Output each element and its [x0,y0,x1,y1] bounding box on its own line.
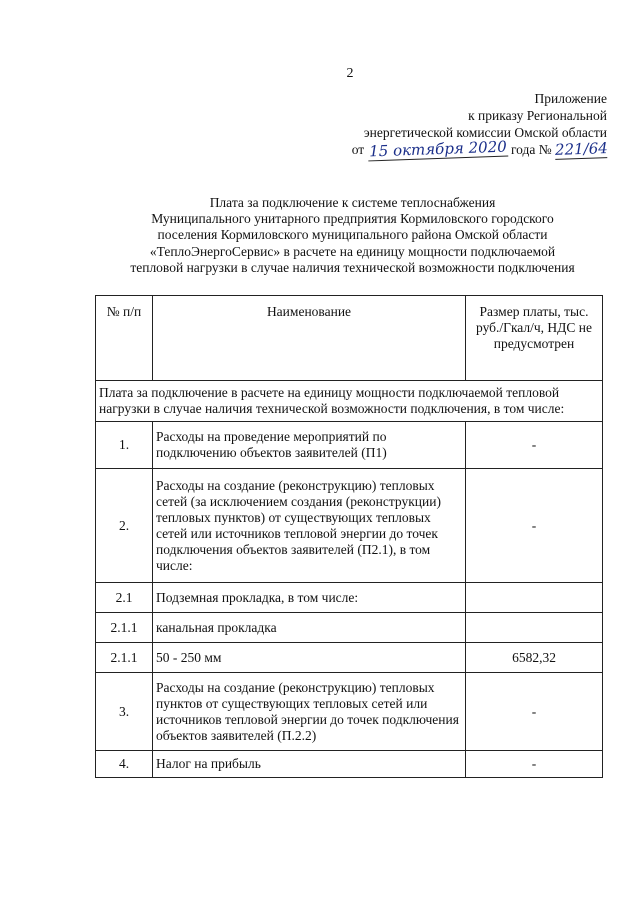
row-name: Расходы на создание (реконструкцию) тепловых сетей (за исключением создания (реконструкции) тепловых пунктов) от существующих тепловых сетей или источников тепловой энергии до точек подключения объектов заявителей (П2.1), в том числе: [153,469,466,583]
row-name: Расходы на проведение мероприятий по подключению объектов заявителей (П1) [153,422,466,469]
row-name: 50 - 250 мм [153,643,466,673]
title-line: Плата за подключение к системе теплоснабжения [209,195,496,210]
row-name: Подземная прокладка, в том числе: [153,583,466,613]
header-num: № п/п [96,296,153,381]
row-fee [466,583,603,613]
handwritten-date: 15 октября 2020 [368,137,507,161]
header-fee: Размер платы, тыс. руб./Гкал/ч, НДС не предусмотрен [466,296,603,381]
table-header-row [96,296,603,381]
row-num: 2.1 [96,583,153,613]
row-fee: - [466,673,603,751]
row-name: Расходы на создание (реконструкцию) тепловых пунктов от существующих тепловых сетей или источников тепловой энергии до точек подключения объектов заявителей (П.2.2) [153,673,466,751]
row-num: 2. [96,469,153,583]
annex-block [352,90,607,159]
row-num: 2.1.1 [96,613,153,643]
table-row [96,673,603,751]
row-fee: - [466,751,603,778]
row-fee: - [466,469,603,583]
table-row [96,583,603,613]
handwritten-order-number: 221/64 [554,139,609,159]
title-line: «ТеплоЭнергоСервис» в расчете на единицу мощности подключаемой [149,243,556,259]
table-row [96,643,603,673]
title-line: тепловой нагрузки в случае наличия технической возможности подключения [130,259,575,275]
section-row [96,381,603,422]
row-num: 3. [96,673,153,751]
section-text: Плата за подключение в расчете на единицу мощности подключаемой тепловой нагрузки в случае наличия технической возможности подключения, в том числе: [96,381,603,422]
row-num: 1. [96,422,153,469]
document-title [80,195,625,276]
row-fee: - [466,422,603,469]
annex-order-ref: к приказу Региональной [468,108,607,123]
table-row [96,422,603,469]
annex-commission: энергетической комиссии Омской области [363,125,607,140]
annex-title: Приложение [534,91,607,106]
table-row [96,469,603,583]
page-number: 2 [346,66,354,81]
fee-table [95,295,603,778]
row-num: 4. [96,751,153,778]
row-fee [466,613,603,643]
row-name: канальная прокладка [153,613,466,643]
table-row [96,751,603,778]
title-line: поселения Кормиловского муниципального района Омской области [157,227,548,243]
year-label: года № [510,142,552,157]
row-fee: 6582,32 [466,643,603,673]
row-num: 2.1.1 [96,643,153,673]
table-row [96,613,603,643]
annex-date-line [351,137,609,161]
from-label: от [351,142,365,157]
header-name: Наименование [153,296,466,381]
row-name: Налог на прибыль [153,751,466,778]
title-line: Муниципального унитарного предприятия Кормиловского городского [151,211,554,227]
